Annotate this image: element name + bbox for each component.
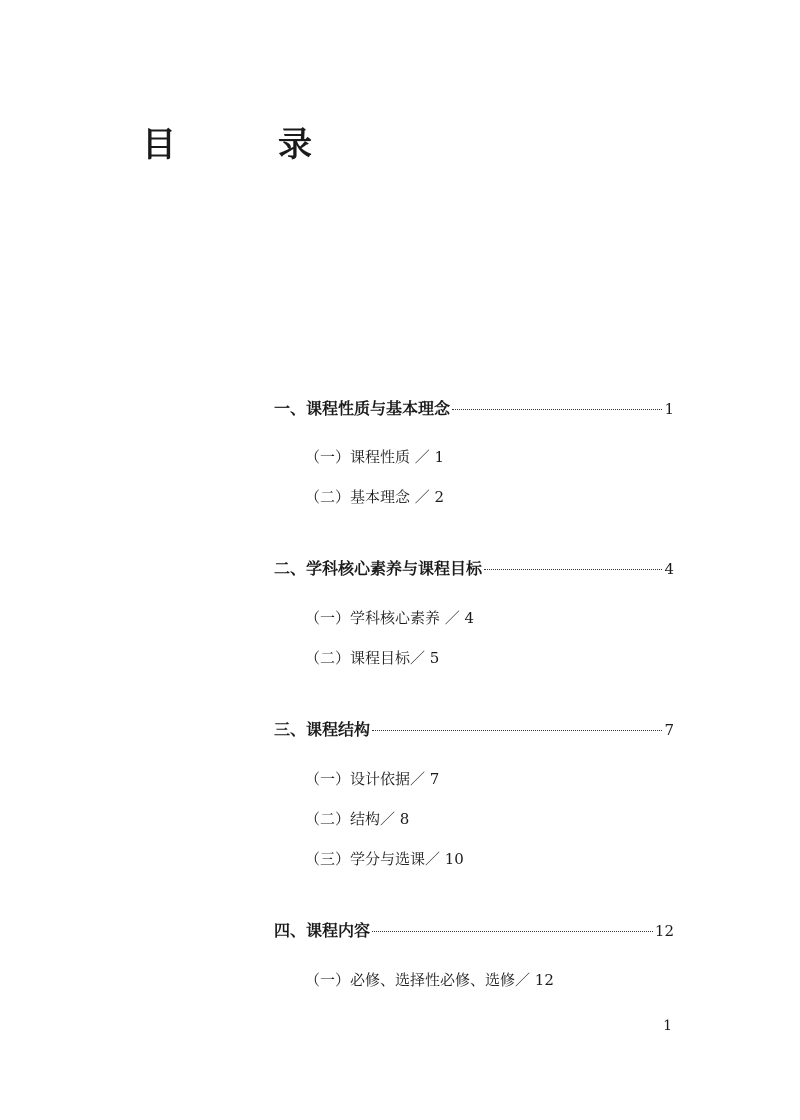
toc-subentry[interactable]: （二）基本理念 ／ 2 — [305, 488, 445, 506]
toc-entry-page: 7 — [664, 721, 674, 739]
dot-leader — [372, 730, 662, 731]
dot-leader — [484, 569, 662, 570]
toc-entry-label: 三、课程结构 — [274, 720, 371, 739]
toc-entry-label: 一、课程性质与基本理念 — [274, 399, 451, 418]
toc-subentry[interactable]: （二）结构／ 8 — [305, 810, 410, 828]
toc-subentry[interactable]: （三）学分与选课／ 10 — [305, 850, 464, 868]
toc-entry-1[interactable] — [274, 396, 674, 420]
toc-entry-4[interactable] — [274, 918, 674, 942]
toc-subentry[interactable]: （一）必修、选择性必修、选修／ 12 — [305, 971, 554, 989]
toc-entry-3[interactable] — [274, 717, 674, 741]
toc-entry-page: 4 — [664, 560, 674, 578]
dot-leader — [372, 931, 653, 932]
dot-leader — [452, 409, 662, 410]
toc-entry-page: 12 — [654, 922, 674, 940]
page-title: 目 录 — [142, 125, 346, 165]
toc-entry-page: 1 — [664, 400, 674, 418]
toc-subentry[interactable]: （二）课程目标／ 5 — [305, 649, 440, 667]
toc-entry-2[interactable] — [274, 556, 674, 580]
toc-subentry[interactable]: （一）学科核心素养 ／ 4 — [305, 609, 475, 627]
toc-entry-label: 四、课程内容 — [274, 921, 371, 940]
page-number: 1 — [663, 1018, 672, 1034]
toc-subentry[interactable]: （一）课程性质 ／ 1 — [305, 448, 445, 466]
toc-subentry[interactable]: （一）设计依据／ 7 — [305, 770, 440, 788]
toc-entry-label: 二、学科核心素养与课程目标 — [274, 559, 483, 578]
